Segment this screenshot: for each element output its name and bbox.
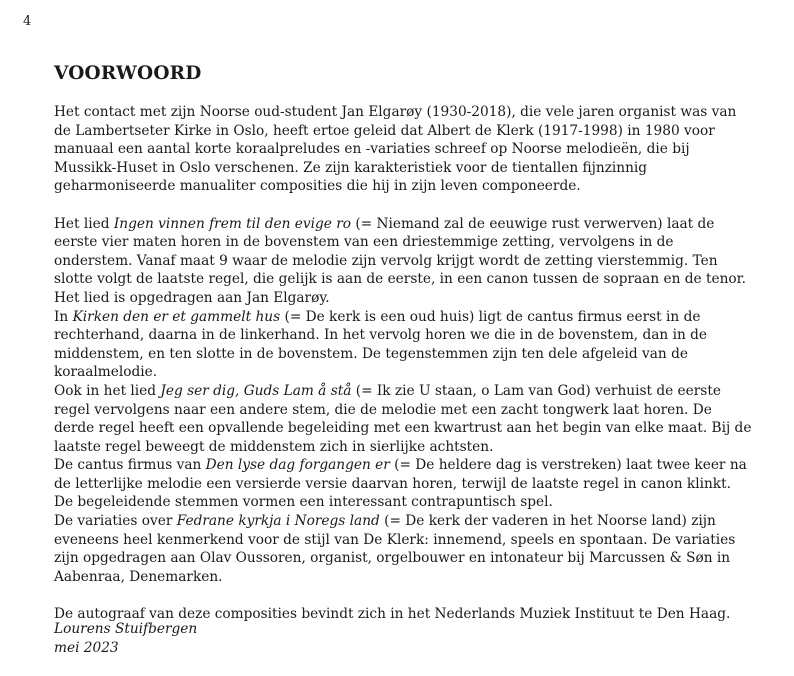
- text-run: Ook in het lied: [54, 382, 161, 399]
- paragraph-den-lyse-dag: [54, 456, 754, 512]
- text-run: De cantus firmus van: [54, 457, 206, 474]
- signature-date: mei 2023: [54, 639, 119, 656]
- hymn-title: Den lyse dag forgangen er: [205, 457, 390, 474]
- page-title: VOORWOORD: [54, 63, 202, 84]
- paragraph-intro: Het contact met zijn Noorse oud-student Jan Elgarøy (1930-2018), die vele jaren organist was van de Lambertseter Kirke in Oslo, heeft ertoe geleid dat Albert de Klerk (1917-1998) in 1980 voor manuaal een aantal korte koraalpreludes en -variaties schreef op Noorse melodieën, die bij Mussikk-Huset in Oslo verschenen. Ze zijn karakteristiek voor de tientallen fijnzinnig geharmoniseerde manualiter composities die hij in zijn leven componeerde.: [54, 104, 737, 195]
- signature: [54, 620, 197, 657]
- text-run: (= Niemand zal de eeuwige rust verwerven) laat de eerste vier maten horen in de bovenstem van een driestemmige zetting, vervolgens in de onderstem. Vanaf maat 9 waar de melodie zijn vervolg krijgt wordt de zetting vierstemmig. Ten slotte volgt de laatste regel, die gelijk is aan de eerste, in een canon tussen de sopraan en de tenor. Het lied is opgedragen aan Jan Elgarøy.: [54, 215, 747, 306]
- foreword-body: [54, 103, 754, 624]
- text-run: (= De heldere dag is verstreken) laat twee keer na de letterlijke melodie een versierde versie daarvan horen, terwijl de laatste regel in canon klinkt. De begeleidende stemmen vormen een interessant contrapuntisch spel.: [54, 457, 747, 511]
- paragraph-fedrane-kyrkja: [54, 512, 754, 586]
- text-run: (= De kerk is een oud huis) ligt de cantus firmus eerst in de rechterhand, daarna in de linkerhand. In het vervolg horen we die in de bovenstem, dan in de middenstem, en ten slotte in de bovenstem. De tegenstemmen zijn ten dele afgeleid van de koraalmelodie.: [54, 308, 708, 381]
- hymn-title: Jeg ser dig, Guds Lam å stå: [160, 382, 352, 399]
- text-run: Het lied: [54, 215, 114, 232]
- paragraph-jeg-ser-dig: [54, 382, 754, 456]
- text-run: (= Ik zie U staan, o Lam van God) verhuist de eerste regel vervolgens naar een andere stem, die de melodie met een zacht tongwerk laat horen. De derde regel heeft een opvallende begeleiding met een kwartrust aan het begin van elke maat. Bij de laatste regel beweegt de middenstem zich in sierlijke achtsten.: [54, 382, 752, 455]
- text-run: De variaties over: [54, 513, 177, 530]
- hymn-title: Ingen vinnen frem til den evige ro: [113, 215, 351, 232]
- paragraph-ingen-vinnen: [54, 215, 754, 308]
- author-name: Lourens Stuifbergen: [54, 621, 198, 637]
- hymn-title: Fedrane kyrkja i Noregs land: [176, 513, 380, 530]
- paragraph-autograaf: De autograaf van deze composities bevindt zich in het Nederlands Muziek Instituut te Den Haag.: [54, 606, 731, 623]
- hymn-title: Kirken den er et gammelt hus: [72, 308, 281, 325]
- page-number: 4: [23, 14, 32, 29]
- paragraph-kirken: [54, 308, 754, 382]
- text-run: (= De kerk der vaderen in het Noorse land) zijn eveneens heel kenmerkend voor de stijl van De Klerk: innemend, speels en spontaan. De variaties zijn opgedragen aan Olav Oussoren, organist, orgelbouwer en intonateur bij Marcussen & Søn in Aabenraa, Denemarken.: [54, 513, 736, 585]
- text-run: In: [54, 308, 73, 325]
